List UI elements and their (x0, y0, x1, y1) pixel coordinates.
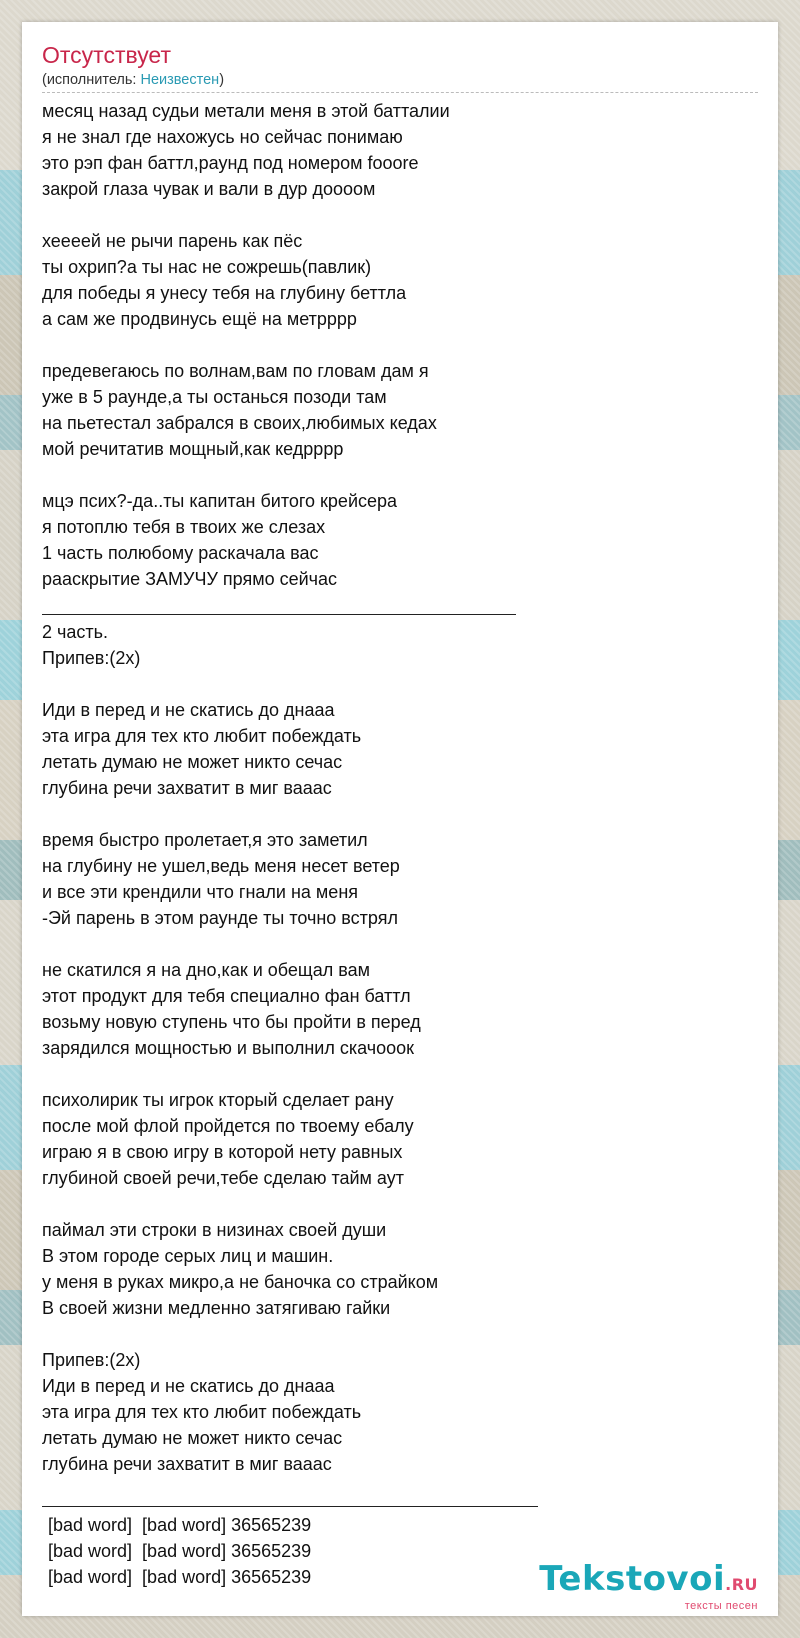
stanza-gap (42, 202, 742, 228)
lyric-line: месяц назад судьи метали меня в этой батталии (42, 101, 450, 121)
lyrics-panel (22, 22, 778, 1616)
stanza-gap (42, 931, 742, 957)
lyric-line: В этом городе серых лиц и машин. (42, 1246, 334, 1266)
stanza-gap (42, 332, 742, 358)
lyric-line: -Эй парень в этом раунде ты точно встрял (42, 908, 398, 928)
lyric-line: 2 часть. (42, 622, 109, 642)
lyric-line: уже в 5 раунде,а ты останься позоди там (42, 387, 387, 407)
lyric-line: я потоплю тебя в твоих же слезах (42, 517, 326, 537)
lyric-line: паймал эти строки в низинах своей души (42, 1220, 387, 1240)
song-title: Отсутствует (42, 42, 171, 68)
lyric-line: и все эти крендили что гнали на меня (42, 882, 359, 902)
lyric-line: не скатился я на дно,как и обещал вам (42, 960, 370, 980)
lyric-line: а сам же продвинусь ещё на метрррр (42, 309, 357, 329)
lyric-line: В своей жизни медленно затягиваю гайки (42, 1298, 391, 1318)
logo-tld: .RU (725, 1575, 758, 1594)
censored-line: [bad word] [bad word] 36565239 (48, 1567, 312, 1587)
lyric-line: 1 часть полюбому раскачала вас (42, 543, 319, 563)
lyrics-text (42, 98, 742, 1477)
artist-prefix: (исполнитель: (42, 72, 141, 88)
lyric-line: я не знал где нахожусь но сейчас понимаю (42, 127, 403, 147)
lyric-line: глубина речи захватит в миг вааас (42, 1454, 332, 1474)
lyric-line: глубина речи захватит в миг вааас (42, 778, 332, 798)
lyric-line: предевегаюсь по волнам,вам по гловам дам я (42, 361, 429, 381)
lyric-line: мцэ псих?-да..ты капитан битого крейсера (42, 491, 398, 511)
stanza-gap (42, 1191, 742, 1217)
lyric-line: для победы я унесу тебя на глубину беттла (42, 283, 407, 303)
lyric-line: после мой флой пройдется по твоему ебалу (42, 1116, 414, 1136)
lyric-line: глубиной своей речи,тебе сделаю тайм аут (42, 1168, 404, 1188)
lyric-line: зарядился мощностью и выполнил скачооок (42, 1038, 414, 1058)
stanza-gap (42, 1061, 742, 1087)
lyric-line: Иди в перед и не скатись до днааа (42, 700, 335, 720)
lyric-line: на пьетестал забрался в своих,любимых кедах (42, 413, 437, 433)
artist-suffix: ) (219, 72, 225, 88)
lyric-line: психолирик ты игрок кторый сделает рану (42, 1090, 394, 1110)
lyric-line: на глубину не ушел,ведь меня несет ветер (42, 856, 400, 876)
logo-tagline: тексты песен (684, 1600, 758, 1612)
lyric-line: Припев:(2x) (42, 648, 141, 668)
site-logo[interactable] (539, 1559, 758, 1612)
lyric-line: у меня в руках микро,а не баночка со страйком (42, 1272, 439, 1292)
censored-line: [bad word] [bad word] 36565239 (48, 1541, 312, 1561)
lyric-line: время быстро пролетает,я это заметил (42, 830, 368, 850)
stanza-gap (42, 671, 742, 697)
lyric-line: этот продукт для тебя специално фан баттл (42, 986, 411, 1006)
lyric-line: ты охрип?а ты нас не сожрешь(павлик) (42, 257, 372, 277)
header-divider (42, 92, 758, 93)
logo-brand: Tekstovoi (539, 1559, 726, 1599)
lyric-line: летать думаю не может никто сечас (42, 1428, 343, 1448)
lyric-line: Припев:(2x) (42, 1350, 141, 1370)
lyric-line: эта игра для тех кто любит побеждать (42, 726, 362, 746)
lyric-line: закрой глаза чувак и вали в дур дoooом (42, 179, 376, 199)
artist-line (42, 72, 224, 88)
lyric-line: это рэп фан баттл,раунд под номером fooore (42, 153, 419, 173)
lyric-line: летать думаю не может никто сечас (42, 752, 343, 772)
censored-block (48, 1512, 311, 1590)
section-divider (42, 614, 516, 615)
lyric-line: эта игра для тех кто любит побеждать (42, 1402, 362, 1422)
artist-link[interactable]: Неизвестен (140, 72, 220, 88)
lyric-line: играю я в свою игру в которой нету равных (42, 1142, 403, 1162)
stanza-gap (42, 1321, 742, 1347)
lyric-line: раaскрытие ЗАМУЧУ прямо сейчас (42, 569, 338, 589)
lyric-line: мой речитатив мощный,как кедрррр (42, 439, 344, 459)
lyric-line: Иди в перед и не скатись до днааа (42, 1376, 335, 1396)
stanza-gap (42, 801, 742, 827)
lyric-line: возьму новую ступень что бы пройти в перед (42, 1012, 421, 1032)
censored-line: [bad word] [bad word] 36565239 (48, 1515, 312, 1535)
stanza-gap (42, 462, 742, 488)
lyric-line: хеееей не рычи парень как пёс (42, 231, 303, 251)
footer-divider (42, 1506, 538, 1507)
